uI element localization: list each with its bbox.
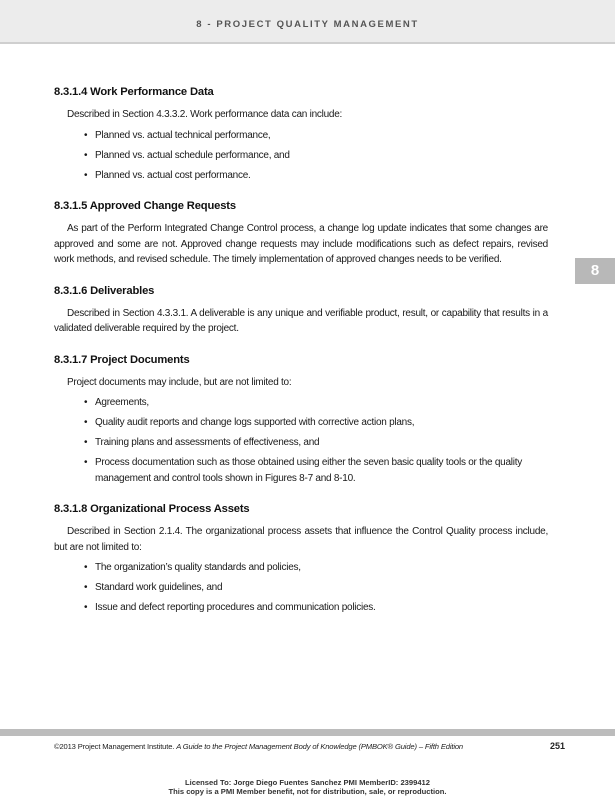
bullet-icon: • (84, 397, 88, 408)
section-intro: Described in Section 4.3.3.2. Work performance data can include: (67, 109, 343, 120)
bullet-icon: • (84, 457, 88, 468)
footer-rule (0, 729, 615, 736)
bullet-icon: • (84, 417, 88, 428)
bullet-icon: • (84, 602, 88, 613)
book-title: A Guide to the Project Management Body of Knowledge (PMBOK® Guide) – Fifth Edition (176, 742, 463, 751)
footer-copyright (54, 742, 463, 751)
section-paragraph: As part of the Perform Integrated Change Control process, a change log update indicates that some changes are approved and some are not. Approved change requests may include modifications such as defect repairs, revised work methods, and revised schedule. The timely implementation of approved changes needs to be verified. (54, 223, 548, 265)
copyright-text: ©2013 Project Management Institute. (54, 742, 175, 751)
section-intro: Project documents may include, but are not limited to: (67, 376, 292, 388)
bullet-list (54, 560, 548, 616)
list-item: • Standard work guidelines, and (54, 580, 548, 596)
section-heading: 8.3.1.5 Approved Change Requests (54, 200, 236, 212)
license-notice (0, 778, 615, 796)
list-item: • Issue and defect reporting procedures and communication policies. (54, 600, 548, 616)
bullet-icon: • (84, 562, 88, 573)
chapter-tab: 8 (575, 258, 615, 284)
section-heading: 8.3.1.8 Organizational Process Assets (54, 503, 250, 515)
section-heading: 8.3.1.6 Deliverables (54, 284, 155, 297)
list-item: • Planned vs. actual cost performance. (54, 168, 548, 184)
bullet-icon: • (84, 582, 88, 593)
list-item: • Planned vs. actual technical performance, (54, 128, 548, 144)
bullet-icon: • (84, 129, 88, 141)
list-item: • Quality audit reports and change logs supported with corrective action plans, (54, 415, 548, 431)
list-item: • Agreements, (54, 395, 548, 411)
bullet-icon: • (84, 169, 88, 181)
bullet-icon: • (84, 437, 88, 448)
page-number: 251 (549, 741, 565, 751)
list-item: • Planned vs. actual schedule performance, and (54, 148, 548, 164)
section-heading: 8.3.1.4 Work Performance Data (54, 86, 214, 98)
section-intro: Described in Section 2.1.4. The organizational process assets that influence the Control Quality process include, but are not limited to: (54, 526, 548, 553)
chapter-header: 8 - PROJECT QUALITY MANAGEMENT (196, 19, 419, 30)
bullet-list (54, 395, 548, 486)
bullet-icon: • (84, 149, 88, 161)
license-line: Licensed To: Jorge Diego Fuentes Sanchez PMI MemberID: 2399412 (184, 778, 431, 787)
license-line: This copy is a PMI Member benefit, not for distribution, sale, or reproduction. (168, 787, 447, 796)
list-item: • Training plans and assessments of effectiveness, and (54, 435, 548, 451)
list-item: • The organization’s quality standards and policies, (54, 560, 548, 576)
section-paragraph: Described in Section 4.3.3.1. A deliverable is any unique and verifiable product, result, or capability that results in a validated deliverable required by the project. (54, 307, 548, 334)
section-heading: 8.3.1.7 Project Documents (54, 353, 190, 366)
page-content (54, 86, 548, 616)
list-item: • Process documentation such as those obtained using either the seven basic quality tools or the quality management and control tools shown in Figures 8-7 and 8-10. (84, 457, 522, 484)
bullet-list (54, 128, 548, 184)
